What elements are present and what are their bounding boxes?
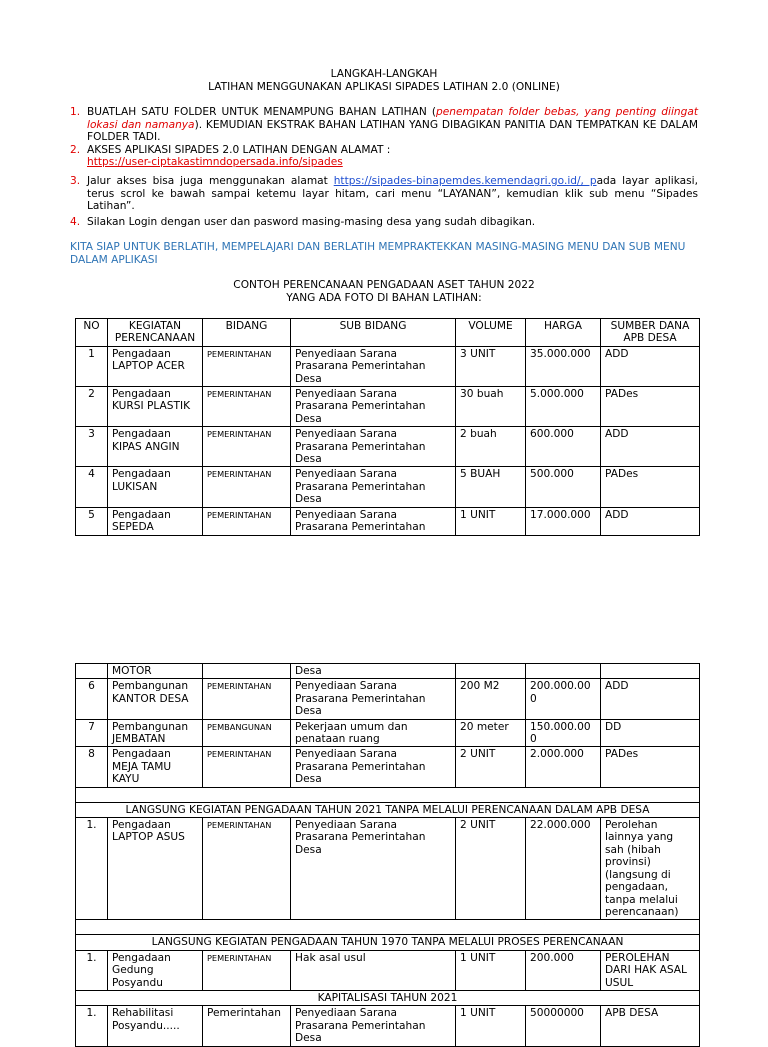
cell-kegiatan: Pengadaan SEPEDA [108, 507, 203, 535]
cell-sumber: PADes [601, 387, 700, 427]
cell-no: 3 [76, 427, 108, 467]
cell-sub-bidang: Penyediaan Sarana Prasarana Pemerintahan Desa [291, 387, 456, 427]
table-row [76, 467, 700, 507]
steps-list [70, 106, 698, 228]
header-harga: HARGA [526, 319, 601, 347]
step-text: ). KEMUDIAN EKSTRAK BAHAN LATIHAN YANG DIBAGIKAN PANITIA DAN TEMPATKAN KE DALAM FOLDER TADI. [87, 118, 698, 144]
cell-sub-bidang: Penyediaan Sarana Prasarana Pemerintahan [291, 507, 456, 535]
header-no: NO [76, 319, 108, 347]
cell-harga: 200.000 [526, 950, 601, 990]
cell-sumber: ADD [601, 679, 700, 719]
cell-sub-bidang: Hak asal usul [291, 950, 456, 990]
cell-sub-bidang: Penyediaan Sarana Prasarana Pemerintahan Desa [291, 818, 456, 920]
cell-volume: 2 UNIT [456, 818, 526, 920]
cell-bidang: PEMERINTAHAN [203, 818, 291, 920]
cell-kegiatan: Pengadaan LAPTOP ASUS [108, 818, 203, 920]
cell-sumber: APB DESA [601, 1006, 700, 1046]
table-row [76, 747, 700, 787]
header-kegiatan: KEGIATAN PERENCANAAN [108, 319, 203, 347]
cell-kegiatan: Pengadaan MEJA TAMU KAYU [108, 747, 203, 787]
cell-volume: 3 UNIT [456, 346, 526, 386]
cell-bidang: PEMERINTAHAN [203, 346, 291, 386]
cell-no: 2 [76, 387, 108, 427]
cell-sumber: DD [601, 719, 700, 747]
cell-sub-bidang: Desa [291, 664, 456, 679]
cell-kegiatan: Pengadaan KURSI PLASTIK [108, 387, 203, 427]
cell-sub-bidang: Pekerjaan umum dan penataan ruang [291, 719, 456, 747]
header-sumber-dana: SUMBER DANA APB DESA [601, 319, 700, 347]
example-title [0, 279, 768, 305]
step-number: 2. [70, 143, 81, 156]
spacer-row [76, 787, 700, 802]
cell-harga: 22.000.000 [526, 818, 601, 920]
cell-kegiatan: Pengadaan Gedung Posyandu [108, 950, 203, 990]
cell-sumber: PADes [601, 467, 700, 507]
asset-planning-table [75, 318, 700, 536]
cell-volume: 20 meter [456, 719, 526, 747]
cell-sub-bidang: Penyediaan Sarana Prasarana Pemerintahan Desa [291, 747, 456, 787]
table-row [76, 950, 700, 990]
title-line-2: LATIHAN MENGGUNAKAN APLIKASI SIPADES LATIHAN 2.0 (ONLINE) [208, 81, 560, 93]
cell-no: 1. [76, 950, 108, 990]
table-row [76, 1006, 700, 1046]
step-item-4 [70, 216, 698, 229]
sipades-link[interactable]: https://user-ciptakastimndopersada.info/sipades [87, 156, 343, 169]
table-row [76, 679, 700, 719]
table-row [76, 664, 700, 679]
step-item-1 [70, 106, 698, 144]
cell-harga: 150.000.00 0 [526, 719, 601, 747]
cell-volume: 200 M2 [456, 679, 526, 719]
cell-volume: 30 buah [456, 387, 526, 427]
cell-no: 8 [76, 747, 108, 787]
cell-kegiatan: MOTOR [108, 664, 203, 679]
cell-volume: 1 UNIT [456, 950, 526, 990]
spacer-cell [76, 787, 700, 802]
cell-sumber [601, 664, 700, 679]
cell-bidang: PEMERINTAHAN [203, 467, 291, 507]
step-number: 1. [70, 106, 81, 118]
cell-bidang: PEMERINTAHAN [203, 427, 291, 467]
cell-sub-bidang: Penyediaan Sarana Prasarana Pemerintahan Desa [291, 346, 456, 386]
practice-note: KITA SIAP UNTUK BERLATIH, MEMPELAJARI DAN BERLATIH MEMPRAKTEKKAN MASING-MASING MENU DAN SUB MENU DALAM APLIKASI [70, 241, 686, 266]
cell-kegiatan: Pengadaan LUKISAN [108, 467, 203, 507]
cell-bidang: PEMERINTAHAN [203, 387, 291, 427]
header-sub-bidang: SUB BIDANG [291, 319, 456, 347]
cell-volume: 1 UNIT [456, 1006, 526, 1046]
step-number: 3. [70, 174, 81, 187]
cell-harga [526, 664, 601, 679]
step-number: 4. [70, 215, 81, 228]
spacer-cell [76, 920, 700, 935]
title-line-1: LANGKAH-LANGKAH [330, 68, 438, 80]
cell-no: 6 [76, 679, 108, 719]
cell-no [76, 664, 108, 679]
table-row [76, 719, 700, 747]
section-title-row [76, 802, 700, 817]
asset-planning-table-continued [75, 663, 700, 1047]
step-text: ada layar aplikasi, terus scrol ke bawah sampai ketemu layar hitam, cari menu “LAYANAN”, kemudian klik sub menu “Sipades Latihan”. [87, 174, 698, 213]
spacer-row [76, 920, 700, 935]
step-item-2 [70, 144, 698, 169]
cell-volume: 1 UNIT [456, 507, 526, 535]
table-row [76, 507, 700, 535]
cell-sumber: ADD [601, 507, 700, 535]
document-title [0, 68, 768, 94]
cell-bidang [203, 664, 291, 679]
step-text: Silakan Login dengan user dan pasword masing-masing desa yang sudah dibagikan. [87, 215, 536, 228]
cell-sub-bidang: Penyediaan Sarana Prasarana Pemerintahan Desa [291, 427, 456, 467]
cell-bidang: PEMERINTAHAN [203, 679, 291, 719]
section-title: LANGSUNG KEGIATAN PENGADAAN TAHUN 1970 TANPA MELALUI PROSES PERENCANAAN [76, 935, 700, 950]
step-item-3 [70, 175, 698, 213]
cell-bidang: PEMERINTAHAN [203, 507, 291, 535]
cell-no: 1. [76, 818, 108, 920]
step-text: AKSES APLIKASI SIPADES 2.0 LATIHAN DENGAN ALAMAT : [87, 143, 391, 156]
cell-volume [456, 664, 526, 679]
cell-sumber: Perolehan lainnya yang sah (hibah provinsi) (langsung di pengadaan, tanpa melalui perencanaan) [601, 818, 700, 920]
step-text: BUATLAH SATU FOLDER UNTUK MENAMPUNG BAHAN LATIHAN ( [87, 106, 436, 118]
cell-sumber: PADes [601, 747, 700, 787]
cell-volume: 2 buah [456, 427, 526, 467]
section-title: LANGSUNG KEGIATAN PENGADAAN TAHUN 2021 TANPA MELALUI PERENCANAAN DALAM APB DESA [76, 802, 700, 817]
cell-kegiatan: Rehabilitasi Posyandu..... [108, 1006, 203, 1046]
cell-sub-bidang: Penyediaan Sarana Prasarana Pemerintahan Desa [291, 1006, 456, 1046]
section-title-row [76, 990, 700, 1005]
cell-no: 1. [76, 1006, 108, 1046]
section-title: KAPITALISASI TAHUN 2021 [76, 990, 700, 1005]
cell-sumber: ADD [601, 427, 700, 467]
example-title-line-2: YANG ADA FOTO DI BAHAN LATIHAN: [286, 292, 482, 304]
cell-bidang: Pemerintahan [203, 1006, 291, 1046]
table-header-row [76, 319, 700, 347]
cell-no: 5 [76, 507, 108, 535]
cell-harga: 600.000 [526, 427, 601, 467]
step-note: penempatan folder bebas, yang penting diingat lokasi dan namanya [87, 106, 698, 131]
cell-volume: 2 UNIT [456, 747, 526, 787]
cell-harga: 500.000 [526, 467, 601, 507]
cell-volume: 5 BUAH [456, 467, 526, 507]
header-volume: VOLUME [456, 319, 526, 347]
cell-harga: 50000000 [526, 1006, 601, 1046]
section-title-row [76, 935, 700, 950]
kemendagri-link[interactable]: https://sipades-binapemdes.kemendagri.go.id/, p [333, 174, 597, 187]
table-row [76, 818, 700, 920]
table-row [76, 346, 700, 386]
cell-harga: 2.000.000 [526, 747, 601, 787]
cell-no: 4 [76, 467, 108, 507]
cell-sumber: PEROLEHAN DARI HAK ASAL USUL [601, 950, 700, 990]
cell-harga: 5.000.000 [526, 387, 601, 427]
cell-no: 1 [76, 346, 108, 386]
table-row [76, 387, 700, 427]
cell-sub-bidang: Penyediaan Sarana Prasarana Pemerintahan Desa [291, 467, 456, 507]
cell-harga: 17.000.000 [526, 507, 601, 535]
cell-harga: 200.000.00 0 [526, 679, 601, 719]
cell-bidang: PEMERINTAHAN [203, 747, 291, 787]
cell-bidang: PEMBANGUNAN [203, 719, 291, 747]
table-row [76, 427, 700, 467]
cell-sub-bidang: Penyediaan Sarana Prasarana Pemerintahan Desa [291, 679, 456, 719]
cell-kegiatan: Pengadaan LAPTOP ACER [108, 346, 203, 386]
header-bidang: BIDANG [203, 319, 291, 347]
cell-kegiatan: Pembangunan JEMBATAN [108, 719, 203, 747]
step-text: Jalur akses bisa juga menggunakan alamat [87, 174, 334, 187]
cell-no: 7 [76, 719, 108, 747]
cell-sumber: ADD [601, 346, 700, 386]
cell-kegiatan: Pengadaan KIPAS ANGIN [108, 427, 203, 467]
example-title-line-1: CONTOH PERENCANAAN PENGADAAN ASET TAHUN 2022 [233, 279, 535, 291]
cell-harga: 35.000.000 [526, 346, 601, 386]
cell-bidang: PEMERINTAHAN [203, 950, 291, 990]
cell-kegiatan: Pembangunan KANTOR DESA [108, 679, 203, 719]
